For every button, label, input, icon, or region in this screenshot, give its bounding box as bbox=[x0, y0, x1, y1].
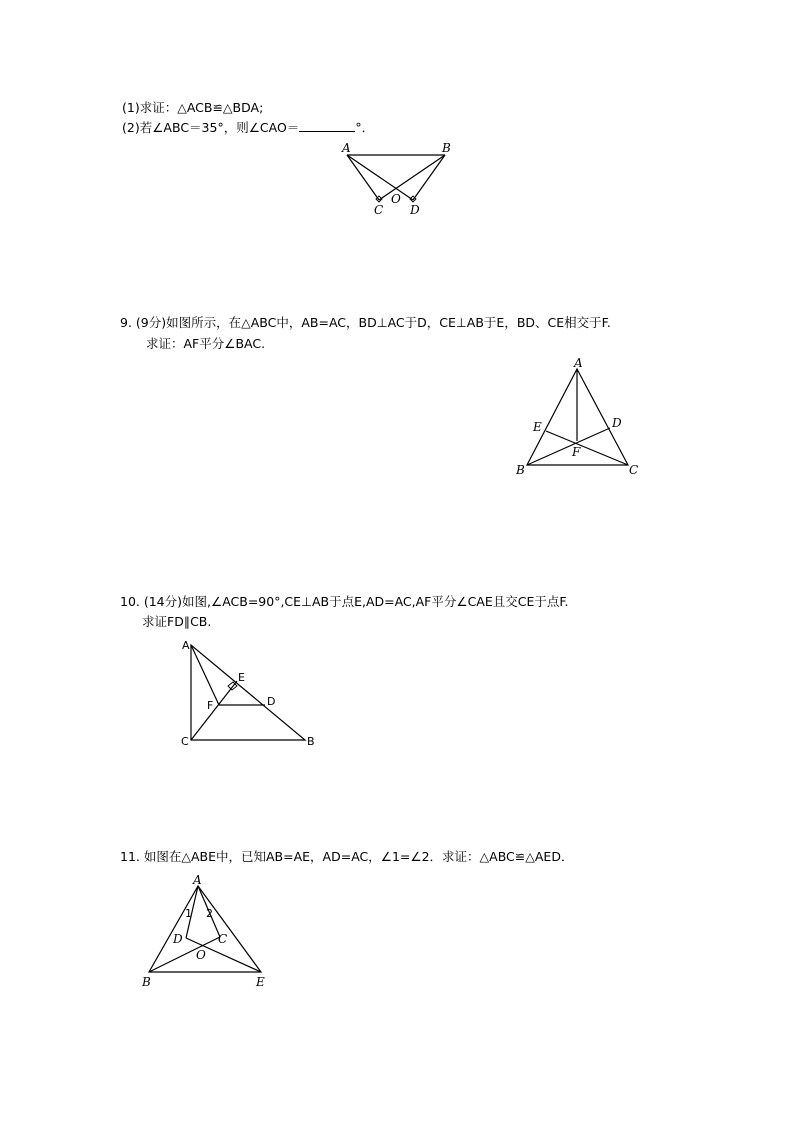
q10-line1: 10. (14分)如图,∠ACB=90°,CE⊥AB于点E,AD=AC,AF平分∠CAE且交CE于点F. bbox=[120, 594, 569, 609]
q10-label-d: D bbox=[267, 695, 276, 708]
q11-label-b: B bbox=[142, 975, 151, 989]
q8-label-a: A bbox=[342, 141, 351, 155]
q10-figure bbox=[181, 639, 315, 748]
q8-part2-prefix: (2)若∠ABC＝35°，则∠CAO＝ bbox=[122, 120, 300, 135]
q11-label-angle-1: 1 bbox=[185, 907, 192, 920]
q8-label-o: O bbox=[391, 192, 401, 206]
q9-label-d: D bbox=[612, 416, 622, 430]
q9-label-f: F bbox=[572, 445, 581, 459]
q9-segment-ce bbox=[546, 431, 628, 465]
q11-label-d: D bbox=[173, 932, 183, 946]
q10-label-a: A bbox=[182, 639, 190, 652]
q8-label-c: C bbox=[374, 203, 384, 217]
q9-line1: 9. (9分)如图所示，在△ABC中，AB=AC，BD⊥AC于D，CE⊥AB于E，BD、CE相交于F. bbox=[120, 315, 611, 330]
q10-segment-af bbox=[191, 645, 219, 705]
q9-label-b: B bbox=[516, 463, 525, 477]
q9-line2: 求证：AF平分∠BAC. bbox=[146, 336, 266, 351]
q10-label-b: B bbox=[307, 735, 315, 748]
q11-label-a: A bbox=[193, 873, 202, 887]
q9-label-a: A bbox=[574, 356, 583, 370]
q10-line2: 求证FD∥CB. bbox=[142, 614, 212, 629]
q8-segment-bd bbox=[413, 155, 445, 200]
q10-label-f: F bbox=[207, 699, 214, 712]
q8-part1: (1)求证：△ACB≌△BDA; bbox=[122, 100, 264, 115]
q9-label-c: C bbox=[629, 463, 639, 477]
q11-label-o: O bbox=[196, 948, 206, 962]
q11-label-angle-2: 2 bbox=[206, 907, 213, 920]
q9-label-e: E bbox=[533, 420, 542, 434]
q11-label-c: C bbox=[218, 932, 228, 946]
q8-figure bbox=[341, 141, 451, 217]
q10-label-c: C bbox=[181, 735, 189, 748]
q8-segment-ad bbox=[347, 155, 413, 200]
q10-label-e: E bbox=[238, 671, 245, 684]
q11-label-e: E bbox=[256, 975, 265, 989]
q11-figure bbox=[141, 873, 265, 989]
q8-part2-suffix: °． bbox=[355, 120, 375, 135]
q8-segment-bc bbox=[379, 155, 445, 200]
q10-triangle-acb bbox=[191, 645, 305, 740]
q8-label-d: D bbox=[410, 203, 420, 217]
q10-segment-ce bbox=[191, 681, 237, 740]
q8-label-b: B bbox=[442, 141, 451, 155]
q8-segment-ac bbox=[347, 155, 379, 200]
q9-figure bbox=[515, 356, 638, 477]
q11-line1: 11. 如图在△ABE中，已知AB=AE，AD=AC，∠1=∠2．求证：△ABC≌△AED． bbox=[120, 849, 574, 864]
